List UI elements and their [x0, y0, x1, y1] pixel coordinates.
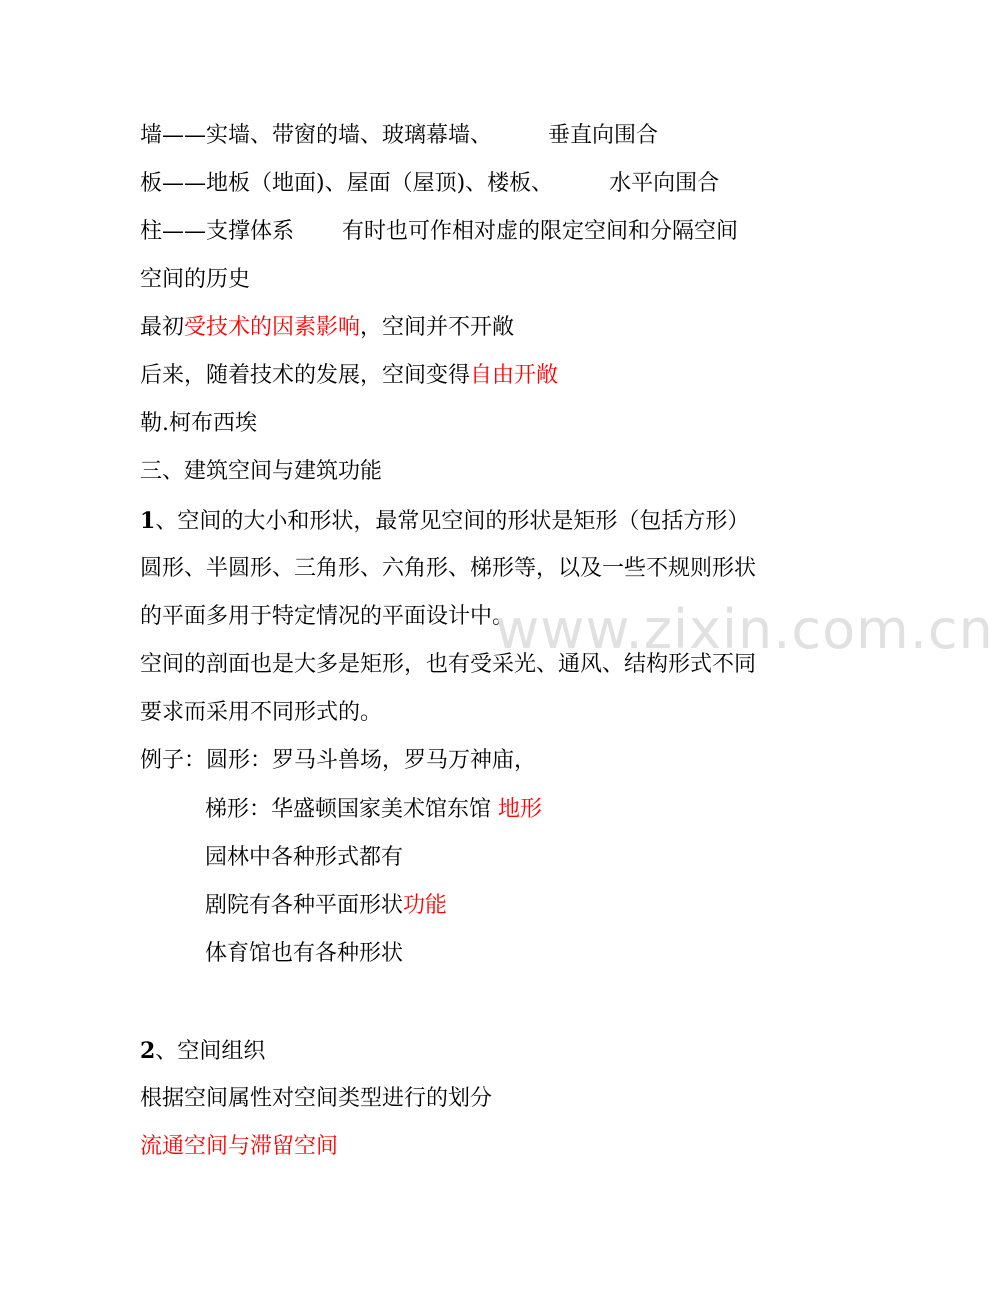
- highlight-text: 自由开敞: [470, 363, 559, 388]
- line-gardens: 园林中各种形式都有: [205, 845, 404, 870]
- line-later: 后来，随着技术的发展，空间变得自由开敞: [140, 363, 559, 388]
- line-flow-space: [140, 1132, 338, 1162]
- line-plan-design: 的平面多用于特定情况的平面设计中。: [140, 604, 515, 629]
- line-le-corbusier: 勒.柯布西埃: [140, 411, 257, 436]
- section-heading-3: 三、建筑空间与建筑功能: [140, 459, 383, 484]
- line-slab: 板——地板（地面)、屋面（屋顶)、楼板、 水平向围合: [140, 171, 720, 196]
- line-trapezoid: 梯形：华盛顿国家美术馆东馆 地形: [205, 797, 543, 822]
- line-requirements: 要求而采用不同形式的。: [140, 700, 383, 725]
- watermark: www.zixin.com.cn: [495, 598, 994, 661]
- line-examples: 例子：圆形：罗马斗兽场，罗马万神庙，: [140, 748, 537, 773]
- line-classification: 根据空间属性对空间类型进行的划分: [140, 1086, 493, 1111]
- line-section: 空间的剖面也是大多是矩形，也有受采光、通风、结构形式不同: [140, 652, 757, 677]
- heading-space-history: 空间的历史: [140, 267, 251, 292]
- highlight-text: 功能: [403, 893, 448, 918]
- line-gymnasium: 体育馆也有各种形状: [205, 941, 404, 966]
- line-wall: 墙——实墙、带窗的墙、玻璃幕墙、 垂直向围合: [140, 123, 659, 148]
- line-theater: 剧院有各种平面形状功能: [205, 893, 448, 918]
- line-shapes: 圆形、半圆形、三角形、六角形、梯形等，以及一些不规则形状: [140, 556, 757, 581]
- line-item-2: 2、空间组织: [140, 1038, 266, 1064]
- highlight-text: 流通空间与滞留空间: [140, 1134, 339, 1159]
- line-initially: 最初受技术的因素影响，空间并不开敞: [140, 315, 515, 340]
- line-column: 柱——支撑体系 有时也可作相对虚的限定空间和分隔空间: [140, 219, 739, 244]
- highlight-text: 地形: [498, 797, 543, 822]
- line-item-1: 1、空间的大小和形状，最常见空间的形状是矩形（包括方形）: [140, 508, 750, 534]
- highlight-text: 受技术的因素影响: [184, 315, 361, 340]
